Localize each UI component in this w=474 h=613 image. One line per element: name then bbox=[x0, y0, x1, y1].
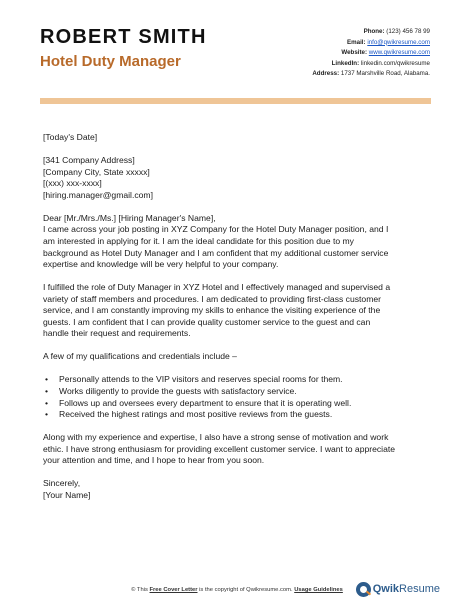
paragraph-intro bbox=[43, 224, 438, 270]
linkedin-label: LinkedIn: bbox=[331, 59, 360, 67]
paragraph-line: your attention and time, and I hope to hear from you soon. bbox=[43, 455, 265, 466]
spacer bbox=[43, 467, 438, 478]
paragraph-line: service, and I am constantly improving my skills to enhance the visiting experience of the bbox=[43, 305, 381, 316]
contact-email bbox=[230, 38, 430, 49]
paragraph-line: am interested in applying for it. I am the ideal candidate for this position due to my bbox=[43, 235, 354, 246]
spacer bbox=[43, 340, 438, 351]
bullet-icon: • bbox=[45, 374, 49, 385]
bullet-icon: • bbox=[45, 386, 49, 397]
qualifications-intro: A few of my qualifications and credentials include – bbox=[43, 351, 237, 362]
qualification-text: Works diligently to provide the guests with satisfactory service. bbox=[59, 386, 297, 397]
qualifications-list bbox=[43, 374, 438, 420]
paragraph-line: expertise and knowledge will be very helpful to your company. bbox=[43, 259, 279, 270]
recipient-line: [(xxx) xxx-xxxx] bbox=[43, 178, 102, 189]
spacer bbox=[43, 421, 438, 432]
spacer bbox=[43, 271, 438, 282]
list-item bbox=[43, 386, 438, 398]
header-divider bbox=[40, 98, 431, 104]
linkedin-value: linkedin.com/qwikresume bbox=[360, 59, 430, 67]
qualification-text: Follows up and oversees every department to ensure that it is operating well. bbox=[59, 397, 352, 408]
website-label: Website: bbox=[341, 49, 368, 57]
paragraph-line: background as Hotel Duty Manager and I am confident that my additional customer service bbox=[43, 247, 389, 258]
logo-text-qwik: Qwik bbox=[372, 583, 400, 595]
usage-guidelines-link[interactable]: Usage Guidelines bbox=[294, 587, 343, 593]
qualification-text: Received the highest ratings and most positive reviews from the guests. bbox=[59, 409, 333, 420]
spacer bbox=[43, 201, 438, 212]
paragraph-experience bbox=[43, 282, 438, 340]
free-cover-letter-link[interactable]: Free Cover Letter bbox=[149, 587, 198, 593]
contact-website bbox=[230, 48, 430, 59]
website-link[interactable]: www.qwikresume.com bbox=[368, 49, 430, 57]
paragraph-closing bbox=[43, 432, 438, 467]
bullet-icon: • bbox=[45, 397, 49, 408]
address-label: Address: bbox=[312, 70, 340, 78]
phone-value: (123) 456 78 99 bbox=[386, 28, 430, 35]
paragraph-line: I came across your job posting in XYZ Company for the Hotel Duty Manager position, and I bbox=[43, 224, 389, 235]
paragraph-line: handle their request and requirements. bbox=[43, 328, 191, 339]
spacer bbox=[43, 363, 438, 374]
footer-middle: is the copyright of Qwikresume.com. bbox=[199, 587, 293, 593]
logo-text-resume: Resume bbox=[399, 583, 440, 595]
email-link[interactable]: info@qwikresume.com bbox=[367, 38, 430, 46]
contact-address bbox=[230, 69, 430, 80]
signature: [Your Name] bbox=[43, 489, 91, 500]
paragraph-line: variety of staff members and procedures. I am dedicated to providing first-class customer bbox=[43, 293, 382, 304]
footer-prefix: © This bbox=[131, 587, 148, 593]
phone-label: Phone: bbox=[363, 28, 385, 35]
spacer bbox=[43, 144, 438, 155]
recipient-line: [Company City, State xxxxx] bbox=[43, 166, 150, 177]
list-item bbox=[43, 409, 438, 421]
bullet-icon: • bbox=[45, 409, 49, 420]
qwikresume-logo[interactable] bbox=[356, 581, 440, 597]
applicant-name: ROBERT SMITH bbox=[40, 26, 207, 48]
contact-block bbox=[230, 27, 430, 80]
recipient-line: [hiring.manager@gmail.com] bbox=[43, 189, 153, 200]
paragraph-line: ethic. I have strong enthusiasm for providing excellent customer service. I want to appreciate bbox=[43, 443, 396, 454]
address-value: 1737 Marshville Road, Alabama. bbox=[340, 70, 430, 78]
job-title: Hotel Duty Manager bbox=[40, 53, 181, 70]
recipient-line: [341 Company Address] bbox=[43, 154, 135, 165]
paragraph-line: I fulfilled the role of Duty Manager in XYZ Hotel and I effectively managed and supervised a bbox=[43, 282, 391, 293]
contact-phone bbox=[230, 27, 430, 38]
letter-date: [Today's Date] bbox=[43, 132, 98, 142]
contact-linkedin bbox=[230, 59, 430, 70]
qwikresume-logo-icon bbox=[356, 582, 371, 597]
paragraph-line: guests. I am confident that I can provide quality customer service to the guest and can bbox=[43, 316, 371, 327]
salutation: Dear [Mr./Mrs./Ms.] [Hiring Manager's Name], bbox=[43, 212, 216, 223]
closing: Sincerely, bbox=[43, 478, 81, 489]
paragraph-line: Along with my experience and expertise, I also have a strong sense of motivation and work bbox=[43, 432, 389, 443]
qualification-text: Personally attends to the VIP visitors and reserves special rooms for them. bbox=[59, 374, 343, 385]
recipient-block bbox=[43, 155, 438, 201]
list-item bbox=[43, 398, 438, 410]
list-item bbox=[43, 374, 438, 386]
email-label: Email: bbox=[347, 38, 366, 46]
letter-body bbox=[43, 132, 438, 502]
